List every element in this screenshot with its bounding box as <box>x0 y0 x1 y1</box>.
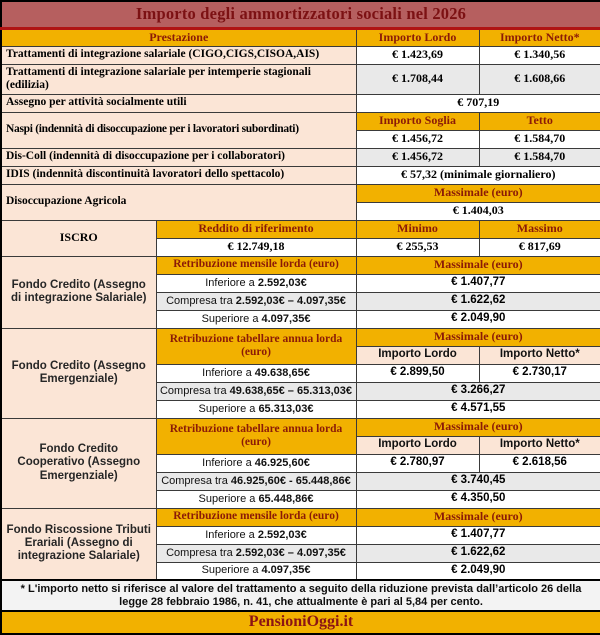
row-idis <box>1 166 600 184</box>
footnote-row <box>1 580 600 611</box>
cigo-label: Trattamenti di integrazione salariale (CIGO,CIGS,CISOA,AIS) <box>1 46 356 64</box>
fondo2-massimale-header: Massimale (euro) <box>356 328 600 346</box>
fondo2-lordo-inferiore: € 2.899,50 <box>356 364 479 382</box>
naspi-tetto-header: Tetto <box>479 112 600 130</box>
fondo4-label: Fondo Riscossione Tributi Erariali (Assegno di integrazione Salariale) <box>1 508 156 580</box>
discoll-soglia-value: € 1.456,72 <box>356 148 479 166</box>
fondo2-sub-lordo: Importo Lordo <box>356 346 479 364</box>
naspi-soglia-header: Importo Soglia <box>356 112 479 130</box>
discoll-label: Dis-Coll (indennità di disoccupazione per i collaboratori) <box>1 148 356 166</box>
cigo-lordo-value: € 1.423,69 <box>356 46 479 64</box>
main-header-row <box>1 28 600 46</box>
fondo1-value-compresa: € 1.622,62 <box>356 292 600 310</box>
fondo2-range-superiore: Superiore a 65.313,03€ <box>156 400 356 418</box>
footer-row <box>1 611 600 633</box>
fondo4-value-compresa: € 1.622,62 <box>356 544 600 562</box>
footnote-text: * L'importo netto si riferisce al valore del trattamento a seguito della riduzione prevista dall’articolo 26 della legge 28 febbraio 1986, n. 41, che attualmente è pari al 5,84 per cento. <box>1 580 600 611</box>
asu-value: € 707,19 <box>356 94 600 112</box>
fondo1-range-compresa: Compresa tra 2.592,03€ – 4.097,35€ <box>156 292 356 310</box>
fondo3-col-header: Retribuzione tabellare annua lorda (euro) <box>156 418 356 454</box>
fondo2-value-compresa: € 3.266,27 <box>356 382 600 400</box>
fondo3-lordo-inferiore: € 2.780,97 <box>356 454 479 472</box>
fondo2-netto-inferiore: € 2.730,17 <box>479 364 600 382</box>
fondo4-value-superiore: € 2.049,90 <box>356 562 600 580</box>
fondo1-massimale-header: Massimale (euro) <box>356 256 600 274</box>
fondo1-range-superiore: Superiore a 4.097,35€ <box>156 310 356 328</box>
idis-value: € 57,32 (minimale giornaliero) <box>356 166 600 184</box>
fondo2-range-compresa: Compresa tra 49.638,65€ – 65.313,03€ <box>156 382 356 400</box>
brand-footer: PensioniOggi.it <box>1 611 600 633</box>
col-header-importo-netto: Importo Netto* <box>479 28 600 46</box>
fondo3-netto-inferiore: € 2.618,56 <box>479 454 600 472</box>
fondo4-range-compresa: Compresa tra 2.592,03€ – 4.097,35€ <box>156 544 356 562</box>
fondo4-col-header: Retribuzione mensile lorda (euro) <box>156 508 356 526</box>
iscro-reddito-header: Reddito di riferimento <box>156 220 356 238</box>
iscro-reddito-value: € 12.749,18 <box>156 238 356 256</box>
fondo2-range-inferiore: Inferiore a 49.638,65€ <box>156 364 356 382</box>
fondo3-value-superiore: € 4.350,50 <box>356 490 600 508</box>
fondo1-col-header: Retribuzione mensile lorda (euro) <box>156 256 356 274</box>
iscro-massimo-value: € 817,69 <box>479 238 600 256</box>
fondo4-value-inferiore: € 1.407,77 <box>356 526 600 544</box>
row-iscro-header <box>1 220 600 238</box>
fondo1-header-row <box>1 256 600 274</box>
intemperie-netto-value: € 1.608,66 <box>479 64 600 94</box>
fondo3-label: Fondo Credito Cooperativo (Assegno Emergenziale) <box>1 418 156 508</box>
row-intemperie <box>1 64 600 94</box>
fondo4-massimale-header: Massimale (euro) <box>356 508 600 526</box>
idis-label: IDIS (indennità discontinuità lavoratori dello spettacolo) <box>1 166 356 184</box>
fondo2-header-row <box>1 328 600 346</box>
fondo4-range-inferiore: Inferiore a 2.592,03€ <box>156 526 356 544</box>
naspi-soglia-value: € 1.456,72 <box>356 130 479 148</box>
fondo2-sub-netto: Importo Netto* <box>479 346 600 364</box>
fondo3-header-row <box>1 418 600 436</box>
fondo3-value-compresa: € 3.740,45 <box>356 472 600 490</box>
fondo2-col-header: Retribuzione tabellare annua lorda (euro) <box>156 328 356 364</box>
intemperie-label: Trattamenti di integrazione salariale per intemperie stagionali (edilizia) <box>1 64 356 94</box>
intemperie-lordo-value: € 1.708,44 <box>356 64 479 94</box>
agricola-value: € 1.404,03 <box>356 202 600 220</box>
fondo3-range-superiore: Superiore a 65.448,86€ <box>156 490 356 508</box>
fondo1-range-inferiore: Inferiore a 2.592,03€ <box>156 274 356 292</box>
fondo2-value-superiore: € 4.571,55 <box>356 400 600 418</box>
fondo3-sub-lordo: Importo Lordo <box>356 436 479 454</box>
naspi-label: Naspi (indennità di disoccupazione per i lavoratori subordinati) <box>1 112 356 148</box>
agricola-label: Disoccupazione Agricola <box>1 184 356 220</box>
discoll-tetto-value: € 1.584,70 <box>479 148 600 166</box>
iscro-minimo-value: € 255,53 <box>356 238 479 256</box>
fondo3-range-compresa: Compresa tra 46.925,60€ - 65.448,86€ <box>156 472 356 490</box>
row-discoll <box>1 148 600 166</box>
naspi-tetto-value: € 1.584,70 <box>479 130 600 148</box>
iscro-minimo-header: Minimo <box>356 220 479 238</box>
fondo1-value-superiore: € 2.049,90 <box>356 310 600 328</box>
fondo3-range-inferiore: Inferiore a 46.925,60€ <box>156 454 356 472</box>
iscro-massimo-header: Massimo <box>479 220 600 238</box>
title-row <box>1 1 600 28</box>
row-agricola-header <box>1 184 600 202</box>
agricola-massimale-header: Massimale (euro) <box>356 184 600 202</box>
fondo3-massimale-header: Massimale (euro) <box>356 418 600 436</box>
col-header-prestazione: Prestazione <box>1 28 356 46</box>
row-naspi-header <box>1 112 600 130</box>
page-title: Importo degli ammortizzatori sociali nel 2026 <box>1 1 600 28</box>
row-asu <box>1 94 600 112</box>
fondo1-label: Fondo Credito (Assegno di integrazione Salariale) <box>1 256 156 328</box>
fondo2-label: Fondo Credito (Assegno Emergenziale) <box>1 328 156 418</box>
cigo-netto-value: € 1.340,56 <box>479 46 600 64</box>
row-cigo <box>1 46 600 64</box>
fondo4-range-superiore: Superiore a 4.097,35€ <box>156 562 356 580</box>
iscro-label: ISCRO <box>1 220 156 256</box>
col-header-importo-lordo: Importo Lordo <box>356 28 479 46</box>
asu-label: Assegno per attività socialmente utili <box>1 94 356 112</box>
fondo3-sub-netto: Importo Netto* <box>479 436 600 454</box>
fondo4-header-row <box>1 508 600 526</box>
fondo1-value-inferiore: € 1.407,77 <box>356 274 600 292</box>
